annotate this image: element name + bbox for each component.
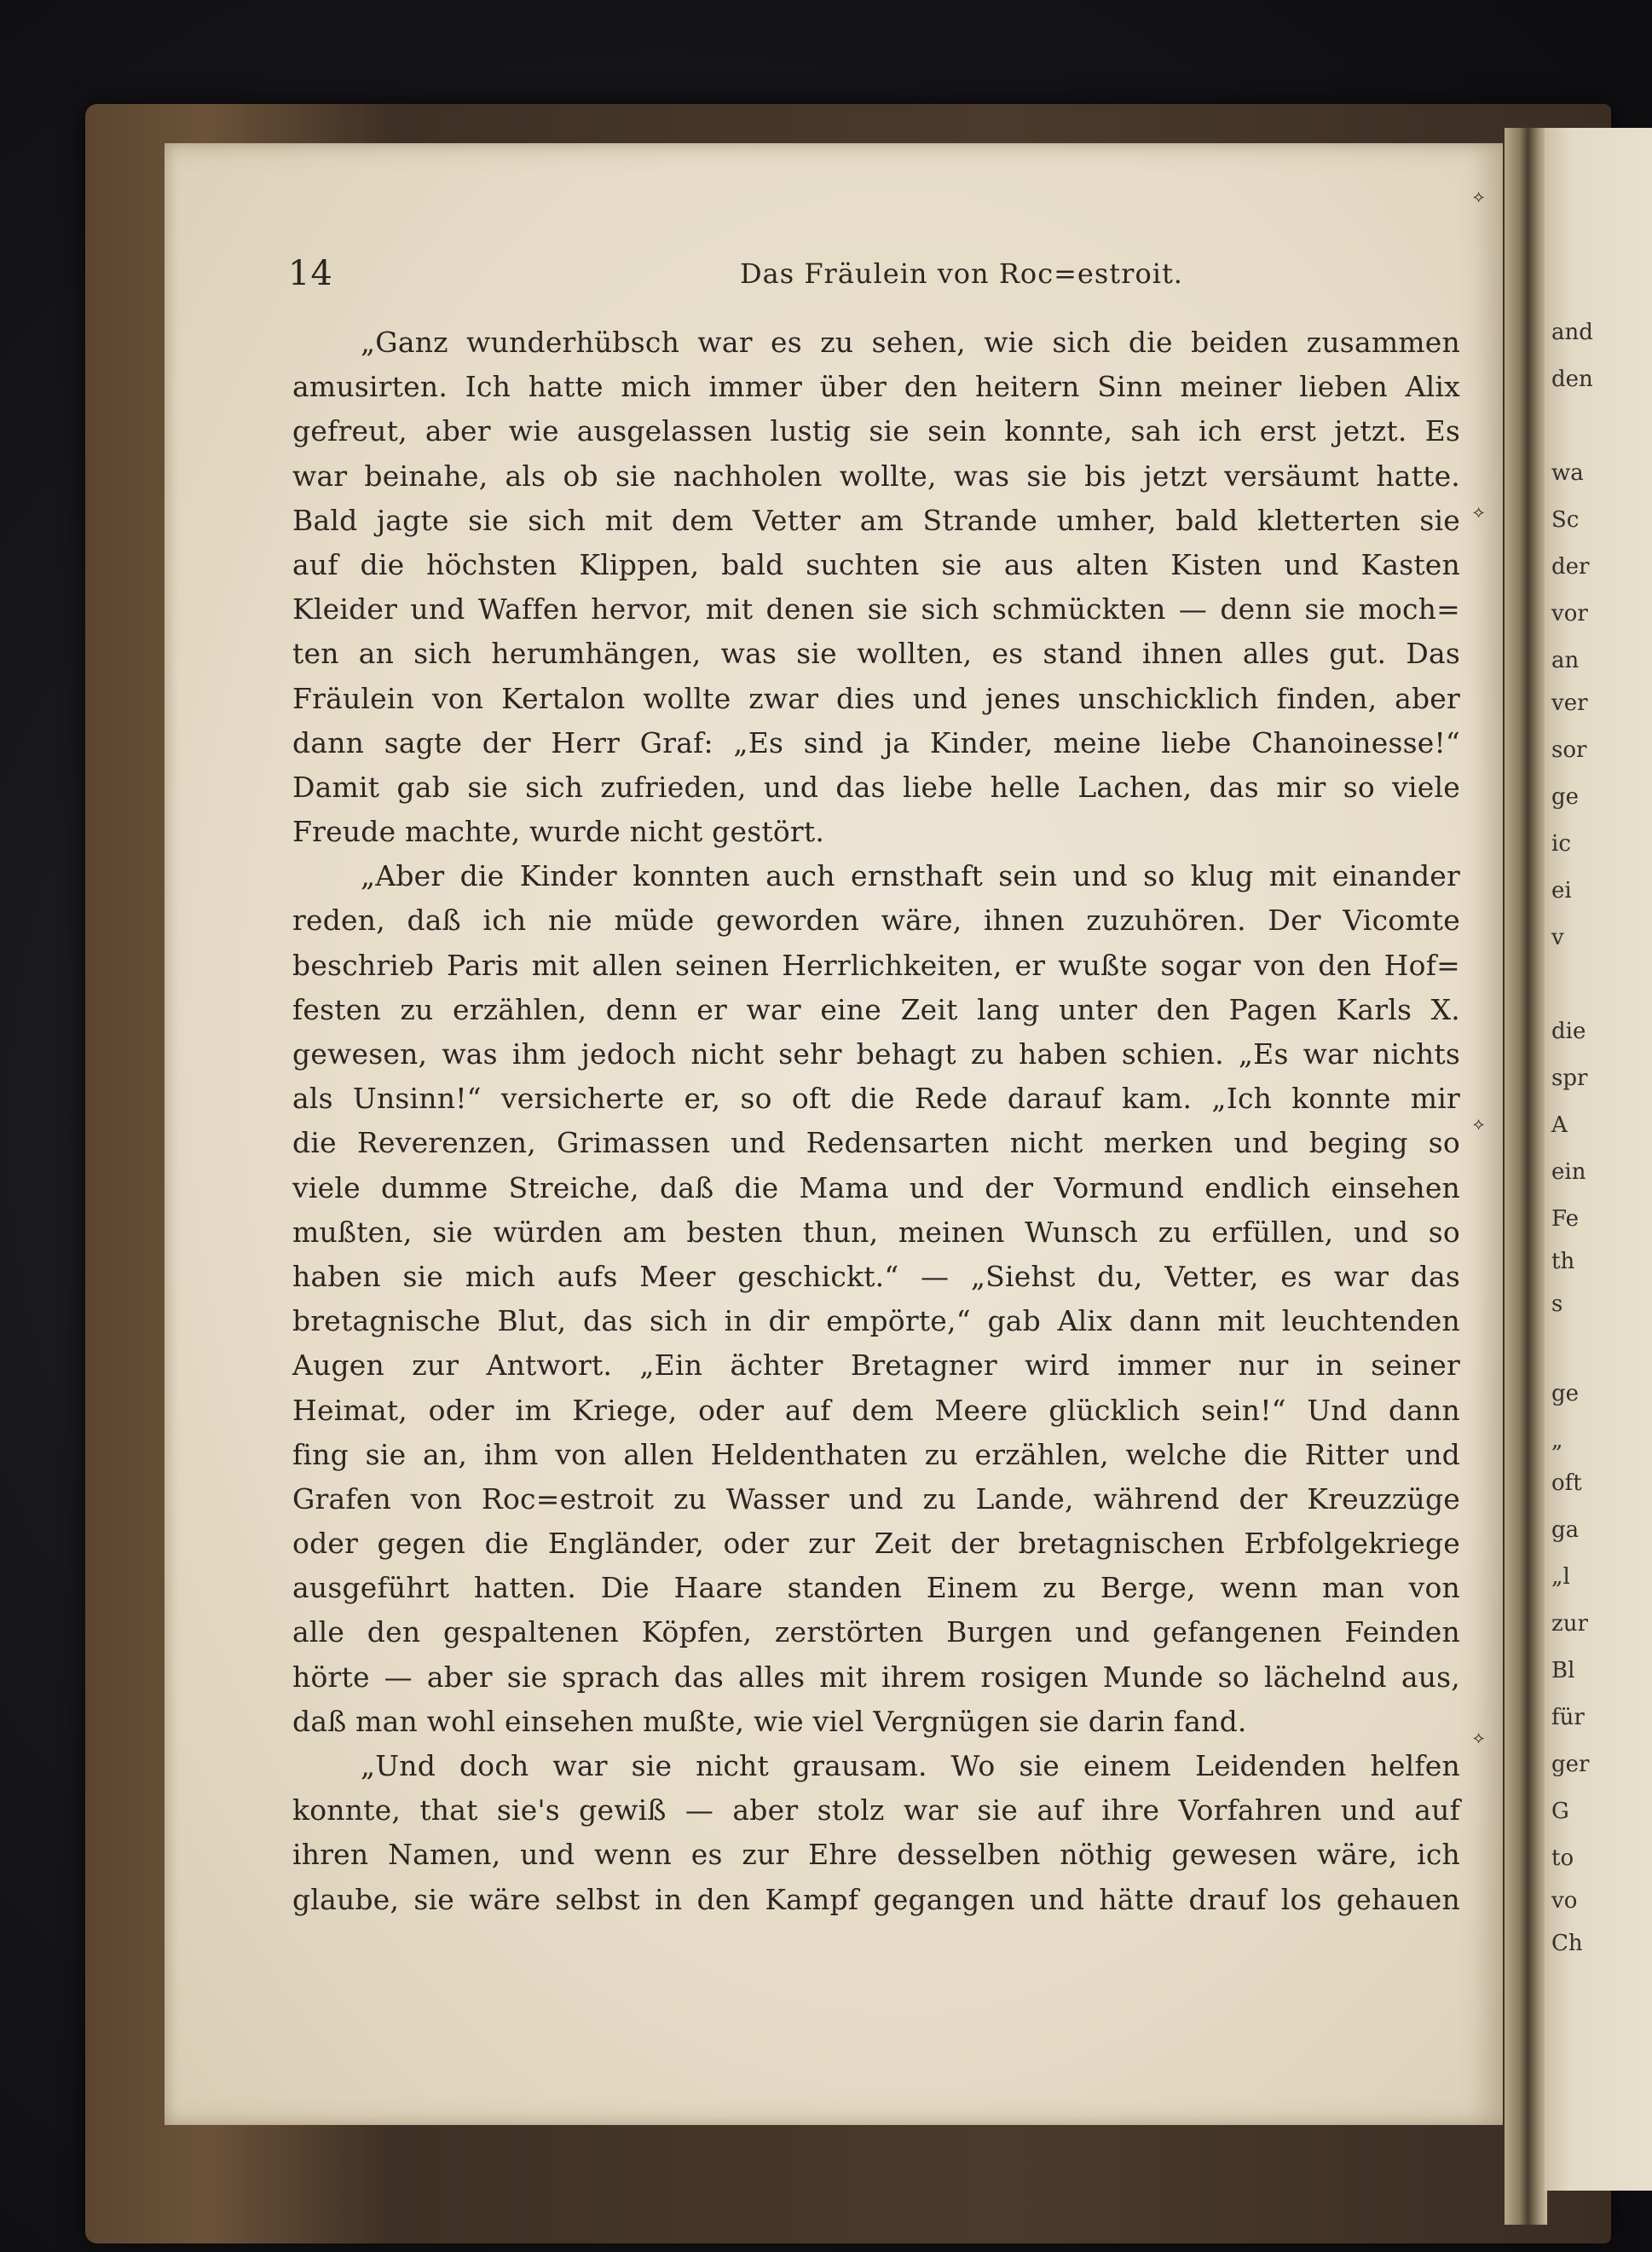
- text-line: Heimat, oder im Kriege, oder auf dem Meere glücklich sein!“ Und dann: [292, 1393, 1460, 1427]
- body-text: [292, 320, 1460, 1922]
- text-line: dann sagte der Herr Graf: „Es sind ja Kinder, meine liebe Chanoinesse!“: [292, 725, 1460, 759]
- facing-fragment: A: [1551, 1112, 1568, 1138]
- text-line: daß man wohl einsehen mußte, wie viel Vergnügen sie darin fand.: [292, 1704, 1247, 1738]
- text-line: haben sie mich aufs Meer geschickt.“ — „Siehst du, Vetter, es war das: [292, 1259, 1460, 1293]
- facing-fragment: to: [1551, 1845, 1574, 1871]
- facing-fragment: an: [1551, 648, 1580, 673]
- text-line: Kleider und Waffen hervor, mit denen sie sich schmückten — denn sie moch=: [292, 592, 1460, 627]
- text-line: Augen zur Antwort. „Ein ächter Bretagner wird immer nur in seiner: [292, 1348, 1460, 1383]
- text-line: hörte — aber sie sprach das alles mit ihrem rosigen Munde so lächelnd aus,: [292, 1660, 1460, 1694]
- text-line: Fräulein von Kertalon wollte zwar dies und jenes unschicklich finden, aber: [292, 681, 1460, 715]
- text-line: amusirten. Ich hatte mich immer über den heitern Sinn meiner lieben Alix: [292, 370, 1460, 404]
- text-line: konnte, that sie's gewiß — aber stolz war sie auf ihre Vorfahren und auf: [292, 1793, 1460, 1828]
- facing-fragment: ic: [1551, 831, 1571, 857]
- facing-fragment: vo: [1551, 1888, 1578, 1914]
- text-line: ausgeführt hatten. Die Haare standen Einem zu Berge, wenn man von: [292, 1571, 1460, 1605]
- facing-fragment: Bl: [1551, 1658, 1575, 1683]
- binding-thread-mark: ⟡: [1473, 186, 1485, 206]
- facing-fragment: v: [1551, 925, 1564, 950]
- text-line: Freude machte, wurde nicht gestört.: [292, 815, 825, 849]
- binding-thread-mark: ⟡: [1473, 1727, 1485, 1747]
- facing-fragment: wa: [1551, 460, 1584, 486]
- facing-fragment: ga: [1551, 1517, 1580, 1543]
- binding-thread-mark: ⟡: [1473, 1113, 1485, 1134]
- text-line: festen zu erzählen, denn er war eine Zeit lang unter den Pagen Karls X.: [292, 992, 1460, 1026]
- facing-fragment: ge: [1551, 1381, 1580, 1406]
- text-line: oder gegen die Engländer, oder zur Zeit der bretagnischen Erbfolgekriege: [292, 1527, 1460, 1561]
- facing-fragment: ger: [1551, 1752, 1590, 1777]
- left-page: [165, 143, 1503, 2125]
- facing-fragment: G: [1551, 1799, 1569, 1824]
- facing-fragment: Sc: [1551, 507, 1580, 533]
- text-line: ten an sich herumhängen, was sie wollten, es stand ihnen alles gut. Das: [292, 637, 1460, 671]
- text-line: als Unsinn!“ versicherte er, so oft die Rede darauf kam. „Ich konnte mir: [292, 1082, 1460, 1116]
- text-line: beschrieb Paris mit allen seinen Herrlichkeiten, er wußte sogar von den Hof=: [292, 948, 1460, 982]
- text-line: viele dumme Streiche, daß die Mama und der Vormund endlich einsehen: [292, 1170, 1460, 1204]
- text-line: Grafen von Roc=estroit zu Wasser und zu Lande, während der Kreuzzüge: [292, 1481, 1460, 1516]
- facing-fragment: „l: [1551, 1564, 1570, 1590]
- text-line: alle den gespaltenen Köpfen, zerstörten Burgen und gefangenen Feinden: [292, 1615, 1460, 1649]
- facing-fragment: vor: [1551, 601, 1588, 627]
- text-line: war beinahe, als ob sie nachholen wollte, was sie bis jetzt versäumt hatte.: [292, 459, 1460, 493]
- facing-fragment: zur: [1551, 1611, 1588, 1637]
- text-line: reden, daß ich nie müde geworden wäre, ihnen zuzuhören. Der Vicomte: [292, 904, 1460, 938]
- text-line: gewesen, was ihm jedoch nicht sehr behagt zu haben schien. „Es war nichts: [292, 1037, 1460, 1071]
- text-line: fing sie an, ihm von allen Heldenthaten zu erzählen, welche die Ritter und: [292, 1437, 1460, 1471]
- text-line: mußten, sie würden am besten thun, meinen Wunsch zu erfüllen, und so: [292, 1215, 1460, 1249]
- facing-fragment: für: [1551, 1705, 1585, 1730]
- page-number: 14: [288, 254, 333, 293]
- facing-fragment: Fe: [1551, 1206, 1580, 1232]
- facing-fragment: spr: [1551, 1065, 1588, 1091]
- facing-fragment: oft: [1551, 1470, 1582, 1496]
- running-title: Das Fräulein von Roc=estroit.: [740, 257, 1183, 290]
- binding-thread-mark: ⟡: [1473, 501, 1485, 522]
- running-head: [288, 254, 1473, 305]
- facing-fragment: der: [1551, 554, 1590, 580]
- text-line: auf die höchsten Klippen, bald suchten sie aus alten Kisten und Kasten: [292, 547, 1460, 581]
- text-line: „Aber die Kinder konnten auch ernsthaft sein und so klug mit einander: [361, 859, 1460, 893]
- text-line: Damit gab sie sich zufrieden, und das liebe helle Lachen, das mir so viele: [292, 770, 1460, 804]
- facing-fragment: die: [1551, 1019, 1586, 1044]
- text-line: glaube, sie wäre selbst in den Kampf gegangen und hätte drauf los gehauen: [292, 1882, 1460, 1916]
- text-line: Bald jagte sie sich mit dem Vetter am Strande umher, bald kletterten sie: [292, 503, 1460, 537]
- facing-page-edge: [1545, 128, 1652, 2191]
- facing-fragment: den: [1551, 367, 1593, 392]
- text-line: bretagnische Blut, das sich in dir empörte,“ gab Alix dann mit leuchtenden: [292, 1304, 1460, 1338]
- facing-fragment: ein: [1551, 1159, 1586, 1185]
- text-line: die Reverenzen, Grimassen und Redensarten nicht merken und beging so: [292, 1126, 1460, 1160]
- book-gutter: [1505, 128, 1547, 2225]
- facing-fragment: sor: [1551, 737, 1587, 763]
- text-line: gefreut, aber wie ausgelassen lustig sie sein konnte, sah ich erst jetzt. Es: [292, 414, 1460, 448]
- facing-fragment: th: [1551, 1249, 1575, 1274]
- facing-fragment: ge: [1551, 784, 1580, 810]
- text-line: „Und doch war sie nicht grausam. Wo sie einem Leidenden helfen: [361, 1749, 1460, 1782]
- facing-fragment: ver: [1551, 690, 1588, 716]
- facing-fragment: Ch: [1551, 1931, 1583, 1956]
- text-line: ihren Namen, und wenn es zur Ehre desselben nöthig gewesen wäre, ich: [292, 1838, 1460, 1872]
- facing-fragment: s: [1551, 1291, 1563, 1317]
- facing-fragment: „: [1551, 1428, 1563, 1453]
- facing-fragment: ei: [1551, 878, 1572, 904]
- facing-fragment: and: [1551, 320, 1593, 345]
- text-line: „Ganz wunderhübsch war es zu sehen, wie sich die beiden zusammen: [361, 326, 1460, 359]
